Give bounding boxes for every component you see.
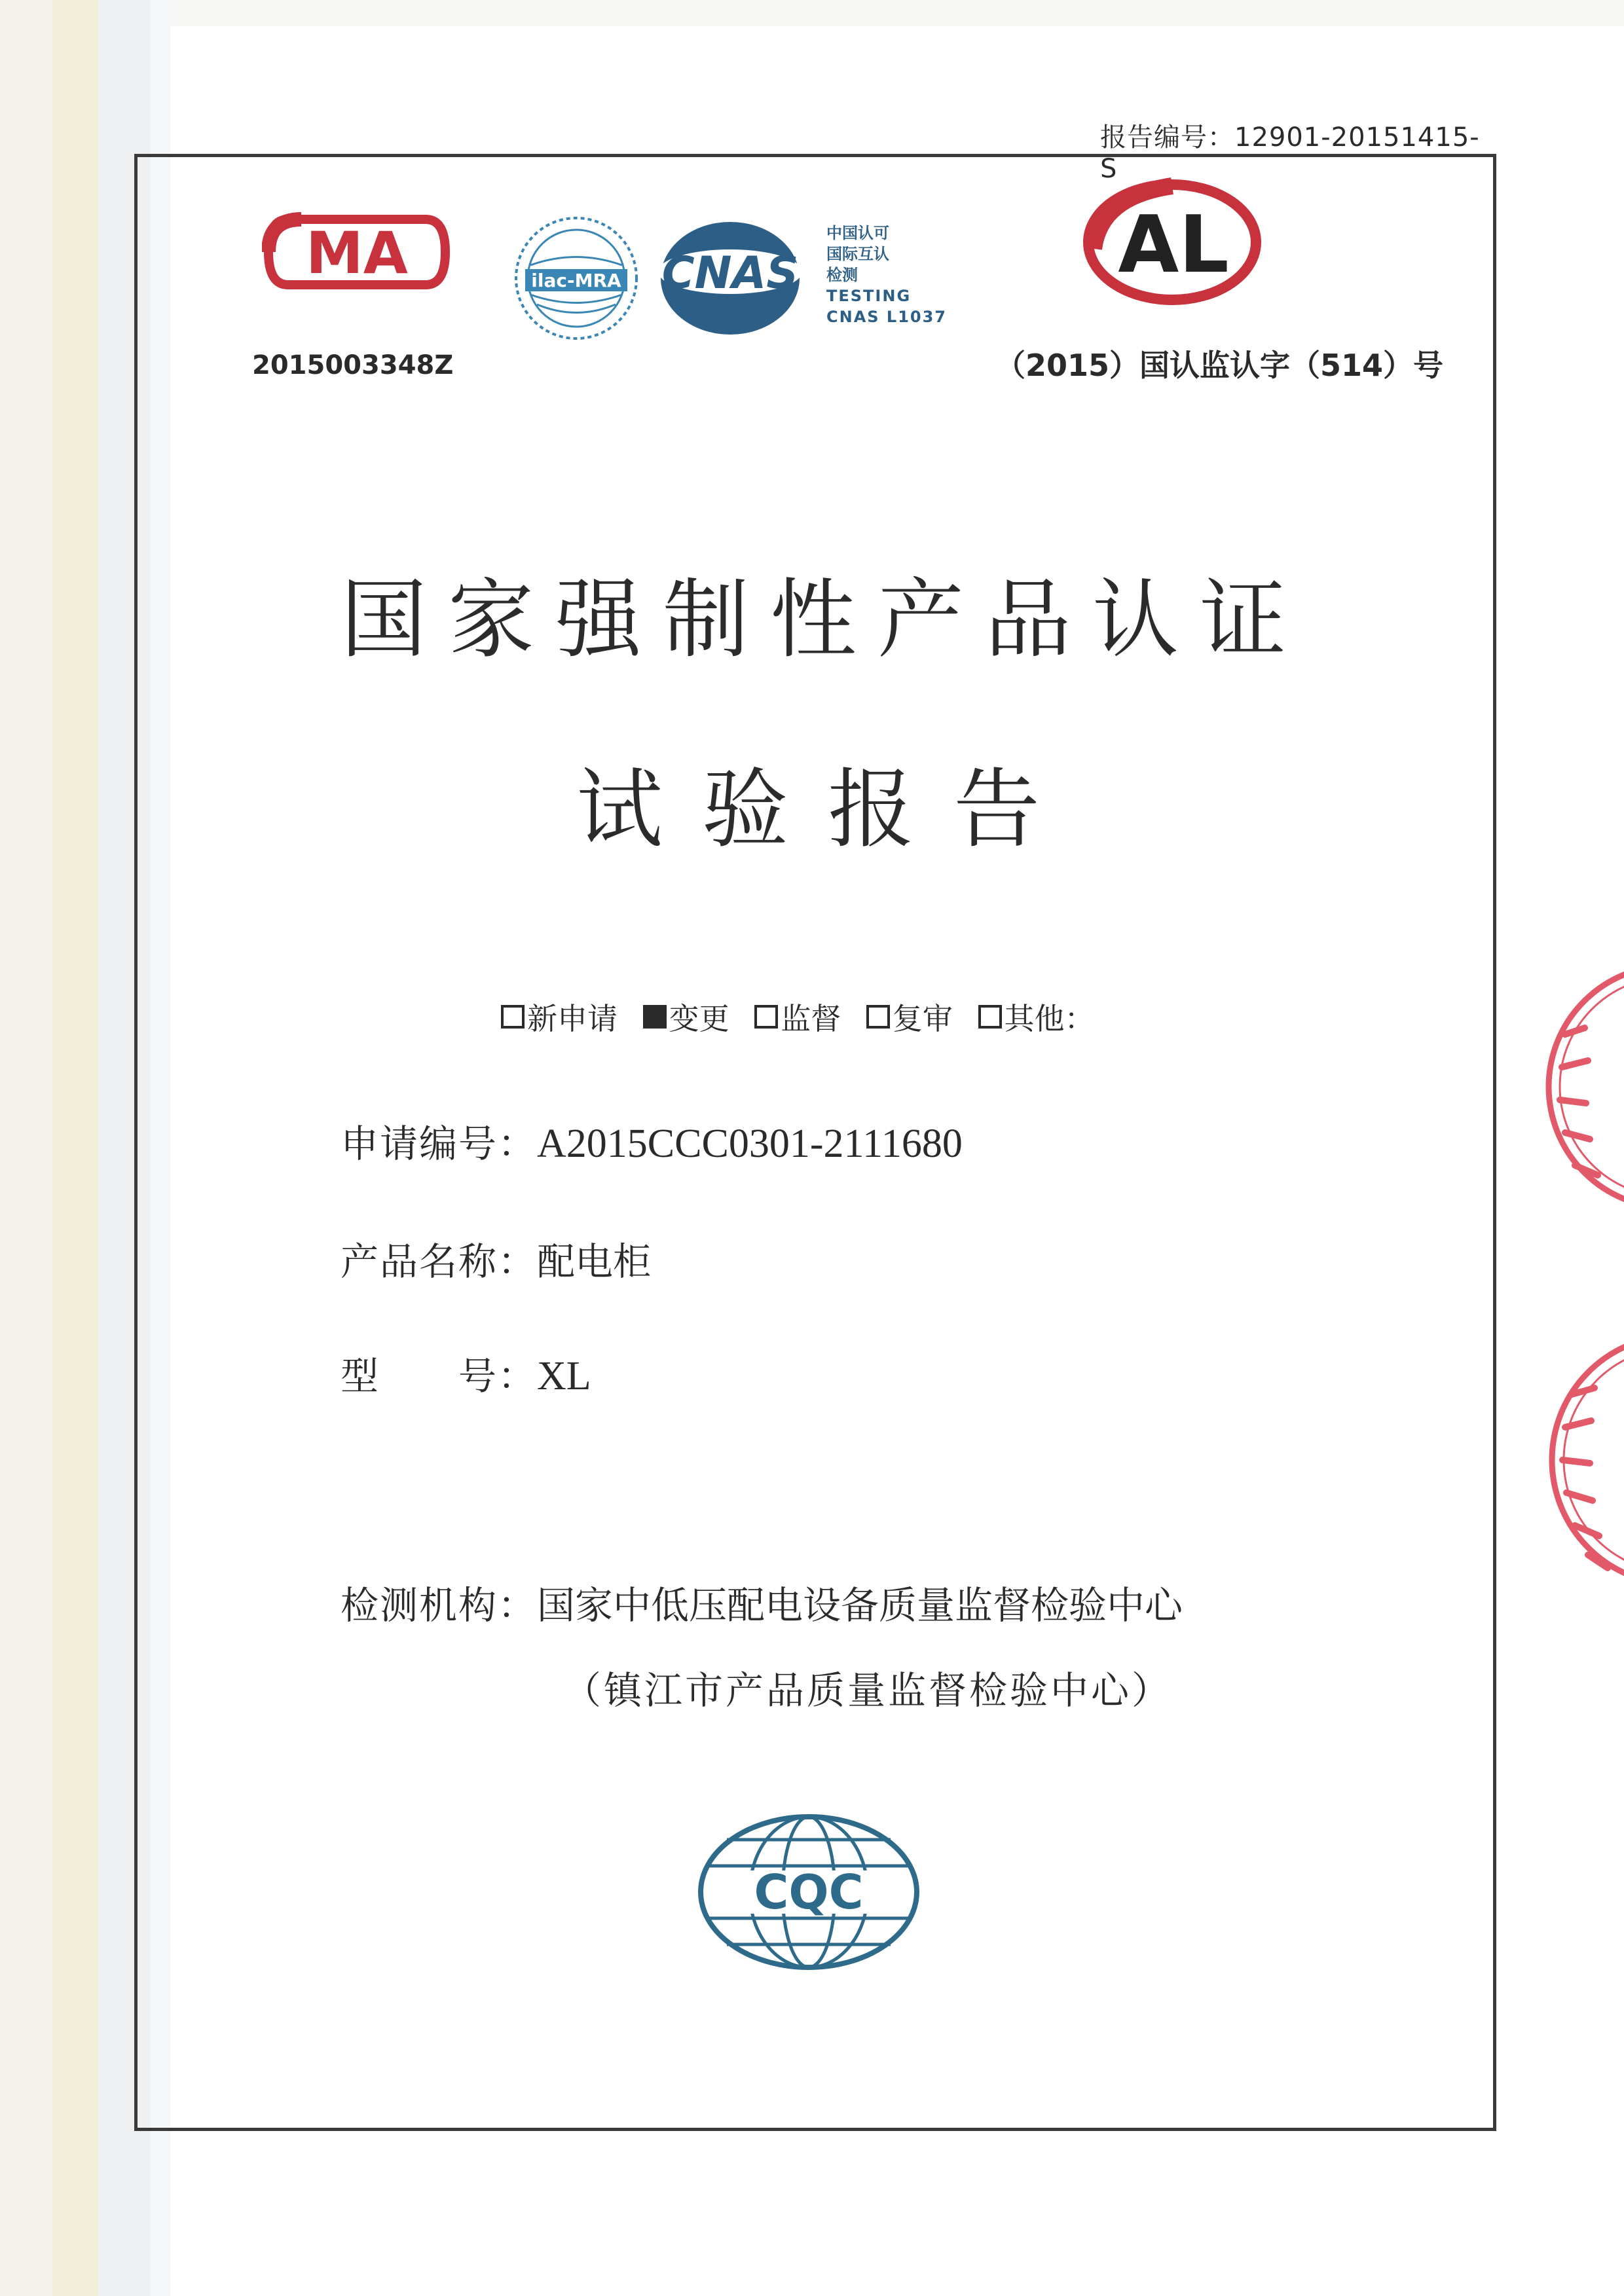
checkbox-checked-icon[interactable]	[643, 1005, 667, 1029]
cnas-sub-cn: 检测	[826, 266, 858, 284]
field-label: 申请编号：	[341, 1121, 538, 1166]
field-model	[341, 1345, 591, 1400]
testing-org-line-2: （镇江市产品质量监督检验中心）	[563, 1668, 1173, 1713]
title-line-2: 试验报告	[576, 759, 1079, 860]
checkbox-icon[interactable]	[501, 1005, 525, 1029]
report-number-label: 报告编号：	[1100, 122, 1234, 153]
type-option-label: 新申请	[527, 1001, 618, 1036]
checkbox-icon[interactable]	[978, 1005, 1002, 1029]
cal-approval-number: （2015）国认监认字（514）号	[995, 348, 1444, 383]
cnas-sub-en: CNAS L1037	[826, 308, 948, 326]
cnas-logo	[658, 219, 802, 337]
field-testing-org	[341, 1575, 1183, 1630]
field-value: A2015CCC0301-2111680	[537, 1121, 963, 1166]
field-value: 配电柜	[537, 1239, 652, 1284]
cal-logo-text: AL	[1118, 200, 1229, 291]
type-option-other[interactable]	[978, 995, 1095, 1038]
type-option-label: 监督	[781, 1001, 841, 1036]
ilac-mra-logo	[511, 213, 642, 344]
field-label: 型 号：	[341, 1354, 538, 1398]
cnas-sub-cn: 中国认可	[826, 224, 889, 242]
red-seal-stamp	[1539, 956, 1624, 1218]
red-seal-stamp	[1539, 1322, 1624, 1597]
cqc-logo	[694, 1810, 923, 1974]
cqc-logo-text: CQC	[754, 1865, 864, 1920]
cnas-logo-text: CNAS	[661, 247, 799, 299]
report-number-value: 12901-20151415-S	[1100, 122, 1480, 184]
field-application-no	[341, 1113, 963, 1168]
type-option-review[interactable]	[866, 995, 953, 1038]
type-option-label: 复审	[892, 1001, 953, 1036]
cnas-sub-cn: 国际互认	[826, 245, 889, 263]
cnas-subtext	[826, 223, 984, 327]
type-option-new[interactable]	[501, 995, 618, 1038]
type-option-change[interactable]	[643, 995, 729, 1038]
title-line-1: 国家强制性产品认证	[341, 570, 1307, 670]
field-product-name	[341, 1231, 651, 1286]
cma-logo	[262, 200, 452, 304]
type-option-label: 变更	[669, 1001, 729, 1036]
type-option-supervision[interactable]	[754, 995, 841, 1038]
scan-edge-strip	[0, 0, 52, 2296]
scan-top-edge	[0, 0, 1624, 26]
type-option-label: 其他：	[1004, 1001, 1095, 1036]
field-value: XL	[537, 1354, 591, 1398]
field-label: 产品名称：	[341, 1239, 538, 1284]
cma-code: 2015003348Z	[252, 350, 454, 380]
checkbox-icon[interactable]	[866, 1005, 890, 1029]
cma-logo-text: MA	[306, 219, 408, 287]
checkbox-icon[interactable]	[754, 1005, 778, 1029]
scan-edge-strip	[52, 0, 98, 2296]
field-label: 检测机构：	[341, 1583, 538, 1628]
cnas-sub-en: TESTING	[826, 287, 912, 305]
cal-logo	[1080, 177, 1264, 308]
field-value: 国家中低压配电设备质量监督检验中心	[537, 1583, 1183, 1628]
application-type-row	[501, 995, 1352, 1038]
ilac-logo-text: ilac-MRA	[531, 270, 621, 291]
